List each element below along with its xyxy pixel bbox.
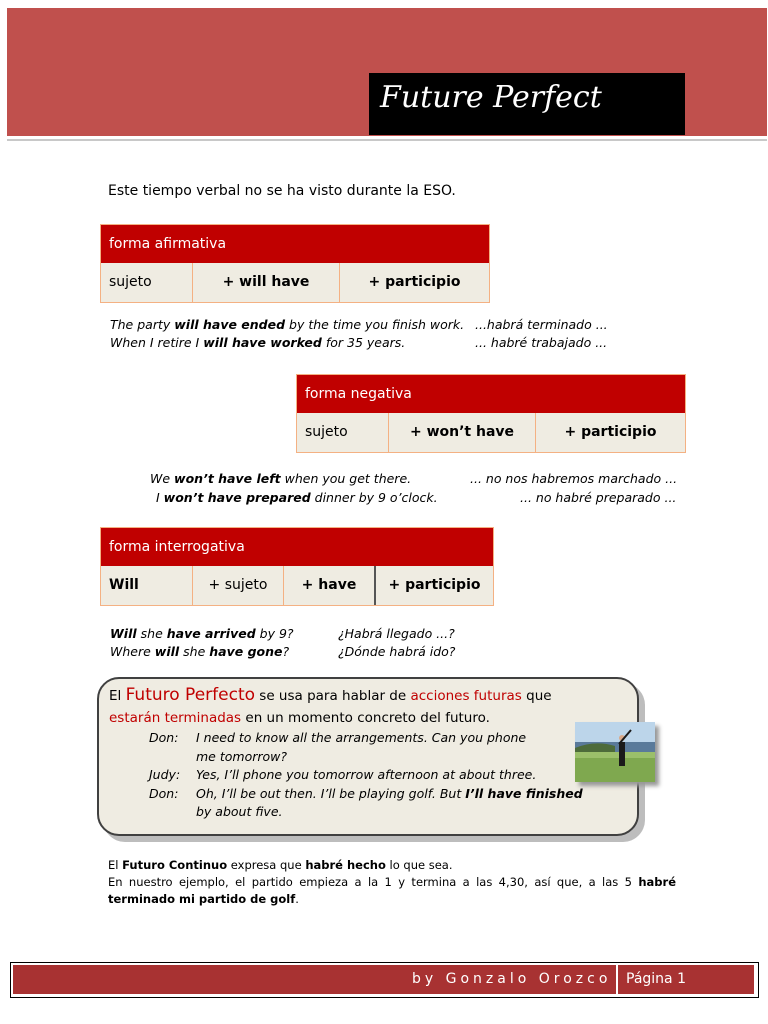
dialog-line <box>149 729 596 766</box>
page-title: Future Perfect <box>380 80 602 115</box>
example-line: Where will she have gone? <box>110 644 290 659</box>
golfer-photo <box>575 722 655 782</box>
table-head: forma afirmativa <box>101 225 489 263</box>
table-cell: + won’t have <box>389 413 536 452</box>
dialog-speaker: Don: <box>149 785 179 801</box>
table-interrogativa <box>100 527 494 606</box>
table-cell: + sujeto <box>193 566 284 605</box>
dialog-text: Yes, I’ll phone you tomorrow afternoon at about three. <box>196 767 537 782</box>
table-cell: + have <box>284 566 376 605</box>
example-translation: ... habré trabajado ... <box>475 335 608 350</box>
table-head: forma negativa <box>297 375 685 413</box>
example-line: When I retire I will have worked for 35 years. <box>110 335 406 350</box>
header-rule <box>7 139 767 141</box>
dialog-line <box>149 766 596 785</box>
table-cell: + participio <box>564 424 657 440</box>
table-row <box>101 566 493 605</box>
table-cell: sujeto <box>101 263 193 302</box>
note-text: El Futuro Continuo expresa que habré hecho lo que sea. En nuestro ejemplo, el partido empieza a la 1 y termina a las 4,30, así que, a las 5 habré terminado mi partido de golf. <box>108 858 676 906</box>
footer-author: by Gonzalo Orozco <box>412 971 612 987</box>
example-translation: ... no nos habremos marchado ... <box>470 471 678 486</box>
example-translation: ¿Dónde habrá ido? <box>338 644 456 659</box>
dialog-text: I need to know all the arrangements. Can you phone me tomorrow? <box>196 730 527 764</box>
example-translation: ...habrá terminado ... <box>475 317 608 332</box>
intro-text: Este tiempo verbal no se ha visto durante la ESO. <box>108 183 456 199</box>
example-line: We won’t have left when you get there. <box>150 471 412 486</box>
example-line: Will she have arrived by 9? <box>110 626 294 641</box>
explanation-text: El Futuro Perfecto se usa para hablar de acciones futuras que estarán terminadas en un momento concreto del futuro. <box>109 685 552 726</box>
table-row <box>101 263 489 302</box>
table-cell: + participio <box>368 274 461 290</box>
page-number: Página 1 <box>626 971 686 987</box>
example-line: The party will have ended by the time you finish work. <box>110 317 465 332</box>
title-box <box>369 73 685 135</box>
dialog-speaker: Don: <box>149 730 179 745</box>
table-cell: + will have <box>193 263 340 302</box>
example-line: I won’t have prepared dinner by 9 o’clock. <box>156 490 438 505</box>
table-head: forma interrogativa <box>101 528 493 566</box>
table-cell: Will <box>101 566 193 605</box>
table-afirmativa <box>100 224 490 303</box>
dialog-speaker: Judy: <box>149 767 181 782</box>
explanation-box <box>97 677 639 836</box>
table-cell: sujeto <box>297 413 389 452</box>
footer-divider <box>616 965 618 994</box>
dialog-line <box>149 785 596 822</box>
table-row <box>297 413 685 452</box>
dialog <box>149 729 596 822</box>
example-translation: ¿Habrá llegado ...? <box>338 626 455 641</box>
table-cell: + participio <box>388 577 481 593</box>
table-negativa <box>296 374 686 453</box>
dialog-text: Oh, I’ll be out then. I’ll be playing golf. But I’ll have finished by about five. <box>196 785 583 819</box>
example-translation: ... no habré preparado ... <box>520 490 677 505</box>
